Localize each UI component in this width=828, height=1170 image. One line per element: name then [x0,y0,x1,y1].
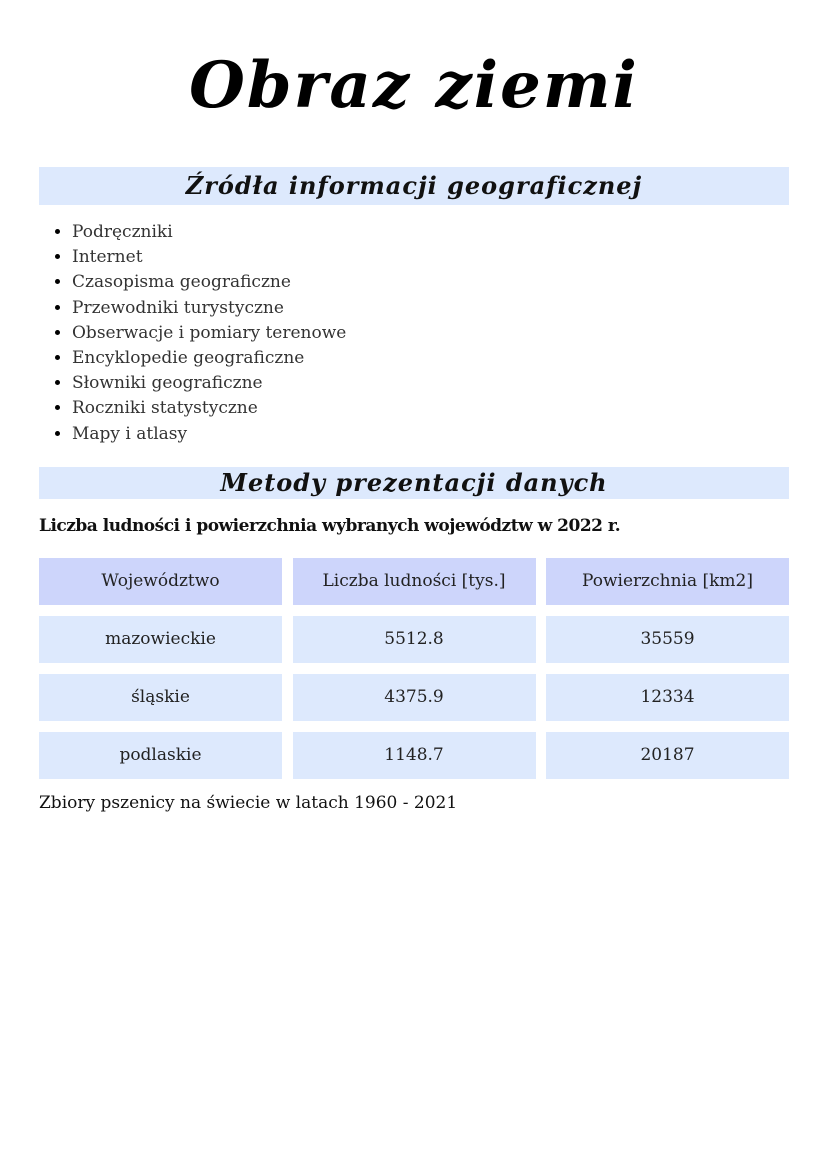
table-cell: śląskie [39,674,282,721]
table-header-cell: Powierzchnia [km2] [546,558,789,605]
section-heading-sources: Źródła informacji geograficznej [39,167,789,205]
list-item: • Internet [72,245,346,270]
list-item: • Przewodniki turystyczne [72,296,346,321]
table-cell: 4375.9 [293,674,536,721]
chart-caption: Zbiory pszenicy na świecie w latach 1960 - 2021 [39,793,458,813]
table-cell: 12334 [546,674,789,721]
section-heading-methods: Metody prezentacji danych [39,467,789,499]
table-caption: Liczba ludności i powierzchnia wybranych województw w 2022 r. [39,516,621,536]
table-cell: 35559 [546,616,789,663]
page-title: Obraz ziemi [189,48,639,123]
list-item: • Podręczniki [72,220,346,245]
table-header-cell: Liczba ludności [tys.] [293,558,536,605]
data-table [39,558,789,779]
list-item: • Słowniki geograficzne [72,371,346,396]
table-cell: 20187 [546,732,789,779]
list-item: • Encyklopedie geograficzne [72,346,346,371]
list-item: • Roczniki statystyczne [72,396,346,421]
list-item: • Obserwacje i pomiary terenowe [72,321,346,346]
sources-list [50,220,346,447]
list-item: • Czasopisma geograficzne [72,270,346,295]
list-item: • Mapy i atlasy [72,422,346,447]
table-cell: 1148.7 [293,732,536,779]
table-cell: 5512.8 [293,616,536,663]
table-header-cell: Województwo [39,558,282,605]
table-cell: podlaskie [39,732,282,779]
table-cell: mazowieckie [39,616,282,663]
